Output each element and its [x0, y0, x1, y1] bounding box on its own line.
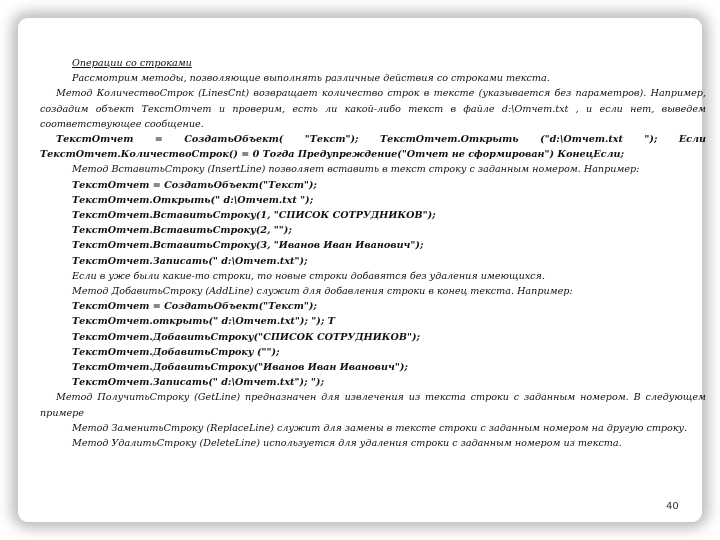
code-line: ТекстОтчет.Записать(" d:\Отчет.txt"); ");	[72, 377, 324, 389]
code-line: ТекстОтчет.ВставитьСтроку(3, "Иванов Иван Иванович");	[72, 240, 424, 252]
text-line: Если в уже были какие-то строки, то новые строки добавятся без удаления имеющихся.	[72, 270, 545, 282]
page-number: 40	[666, 501, 679, 512]
code-line: ТекстОтчет.открыть(" d:\Отчет.txt"); "); Т	[72, 316, 335, 328]
section-heading: Операции со строками	[72, 58, 192, 69]
code-line: ТекстОтчет = СоздатьОбъект("Текст");	[72, 301, 317, 313]
text-line: Метод ДобавитьСтроку (AddLine) служит для добавления строки в конец текста. Например:	[72, 286, 573, 298]
paragraph-getline: Метод ПолучитьСтроку (GetLine) предназначен для извлечения из текста строки с заданным номером. В следующем примере	[40, 392, 706, 419]
code-line: ТекстОтчет.ВставитьСтроку(1, "СПИСОК СОТРУДНИКОВ");	[72, 210, 436, 222]
code-paragraph: ТекстОтчет = СоздатьОбъект( "Текст"); ТекстОтчет.Открыть ("d:\Отчет.txt "); Если ТекстОтчет.КоличествоСтрок() = 0 Тогда Предупреждение("Отчет не сформирован") КонецЕсли;	[40, 134, 706, 161]
slide-content	[40, 56, 706, 451]
code-line: ТекстОтчет = СоздатьОбъект("Текст");	[72, 179, 317, 191]
text-line: Метод УдалитьСтроку (DeleteLine) используется для удаления строки с заданным номером из текста.	[72, 438, 622, 450]
code-line: ТекстОтчет.ДобавитьСтроку("Иванов Иван Иванович");	[72, 362, 408, 374]
code-line: ТекстОтчет.ДобавитьСтроку("СПИСОК СОТРУДНИКОВ");	[72, 331, 421, 343]
code-line: ТекстОтчет.Записать(" d:\Отчет.txt");	[72, 255, 308, 267]
code-line: ТекстОтчет.ДобавитьСтроку ("");	[72, 346, 280, 358]
text-line: Метод ВставитьСтроку (InsertLine) позволяет вставить в текст строку с заданным номером. Например:	[72, 164, 640, 176]
code-line: ТекстОтчет.Открыть(" d:\Отчет.txt ");	[72, 194, 314, 206]
text-line: Метод ЗаменитьСтроку (ReplaceLine) служит для замены в тексте строки с заданным номером на другую строку.	[72, 422, 688, 434]
paragraph-linescnt: Метод КоличествоСтрок (LinesCnt) возвращает количество строк в тексте (указывается без параметров). Например, создадим объект ТекстОтчет и проверим, есть ли какой-либо текст в файле d:\Отчет.txt , и если нет, выведем соответствующее сообщение.	[40, 88, 706, 130]
text-line: Рассмотрим методы, позволяющие выполнять различные действия со строками текста.	[72, 73, 550, 85]
code-line: ТекстОтчет.ВставитьСтроку(2, "");	[72, 225, 292, 237]
